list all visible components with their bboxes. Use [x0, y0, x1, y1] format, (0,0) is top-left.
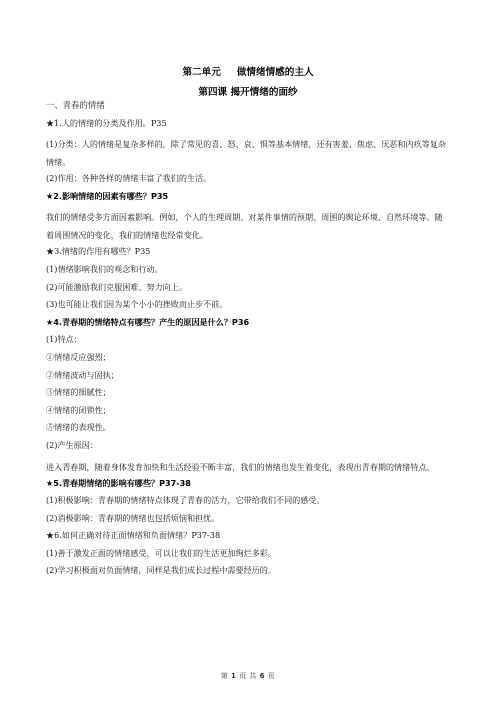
- question-heading: ★2.影响情绪的因素有哪些？P35: [46, 190, 169, 201]
- footer-prefix: 第: [220, 672, 229, 680]
- section-heading: 一、青春的情绪: [46, 100, 105, 110]
- footer-page-number: 1: [231, 672, 237, 680]
- text-line: ④情绪的闭锁性；: [46, 404, 111, 415]
- footer-page-total: 6: [259, 672, 265, 680]
- text-line: (2)作用：各种各样的情绪丰富了我们的生活。: [46, 173, 212, 184]
- text-line: (1)善于激发正面的情绪感受，可以让我们的生活更加绚烂多彩。: [46, 547, 276, 558]
- text-line: ③情绪的细腻性；: [46, 387, 111, 398]
- text-line: 进入青春期，随着身体发育加快和生活经验不断丰富，我们的情绪也发生着变化，表现出青春期的情绪特点。: [46, 461, 435, 472]
- unit-title: [0, 64, 496, 78]
- text-line: (2)可能激励我们克服困难、努力向上。: [46, 281, 187, 292]
- text-line: (1)积极影响：青春期的情绪特点体现了青春的活力，它带给我们不同的感受。: [46, 495, 325, 506]
- unit-title-name: 做情绪情感的主人: [236, 67, 314, 78]
- text-line: ②情绪波动与固执；: [46, 369, 119, 380]
- footer-suffix: 页: [267, 672, 276, 680]
- page-footer: [0, 671, 496, 681]
- text-line: (1)分类：人的情绪是复杂多样的，除了常见的喜、怒、哀、惧等基本情绪，还有害羞、焦虑、厌恶和内疚等复杂情绪。: [46, 139, 446, 168]
- text-line: (1)情绪影响我们的观念和行动。: [46, 263, 163, 274]
- document-body: [46, 100, 450, 583]
- text-line: ★1.人的情绪的分类及作用。P35: [46, 117, 167, 128]
- text-line: (2)产生原因：: [46, 439, 98, 450]
- unit-title-number: 第二单元: [182, 67, 221, 78]
- text-line: ①情绪反应强烈；: [46, 351, 111, 362]
- text-line: (2)学习积极面对负面情绪，同样是我们成长过程中需要经历的。: [46, 565, 276, 576]
- text-line: (3)也可能让我们因为某个小小的挫败而止步不前。: [46, 299, 228, 310]
- question-heading: ★4.青春期的情绪特点有哪些？产生的原因是什么？P36: [46, 316, 250, 327]
- lesson-title: 第四课 揭开情绪的面纱: [198, 87, 298, 98]
- text-line: 我们的情绪受多方面因素影响。例如，个人的生理周期、对某件事情的预期、周围的舆论环境、自然环境等。随着周围情况的变化，我们的情绪也经常变化。: [46, 212, 443, 241]
- text-line: (2)消极影响：青春期的情绪也包括烦恼和担忧。: [46, 512, 220, 523]
- question-heading: ★5.青春期情绪的影响有哪些？P37-38: [46, 477, 191, 488]
- footer-middle: 页 共: [239, 672, 257, 680]
- text-line: ★6.如何正确对待正面情绪和负面情绪？P37-38: [46, 530, 221, 541]
- text-line: ⑤情绪的表现性。: [46, 422, 111, 433]
- text-line: (1)特点：: [46, 334, 82, 345]
- text-line: ★3.情绪的作用有哪些？P35: [46, 246, 151, 257]
